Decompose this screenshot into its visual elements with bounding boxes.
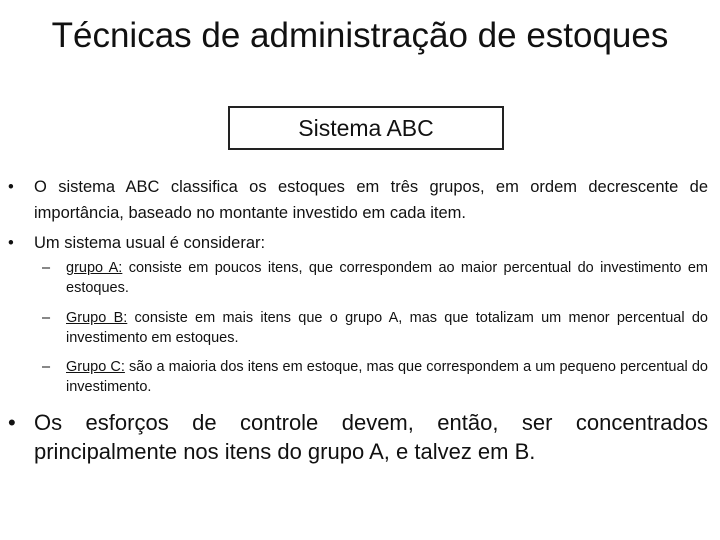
group-label: Grupo C:	[66, 359, 125, 375]
bullet-marker: •	[8, 410, 16, 435]
sub-item-text: consiste em poucos itens, que correspondem ao maior percentual do investimento em estoques.	[66, 260, 708, 296]
bullet-text: Os esforços de controle devem, então, ser concentrados principalmente nos itens do grupo A, e talvez em B.	[34, 410, 708, 464]
dash-marker: –	[42, 260, 51, 276]
sub-item-text: consiste em mais itens que o grupo A, mas que totalizam um menor percentual do investimento em estoques.	[66, 310, 708, 346]
bullet-text: O sistema ABC classifica os estoques em três grupos, em ordem decrescente de importância, baseado no montante investido em cada item.	[34, 178, 708, 222]
final-bullet	[8, 408, 708, 466]
group-label: Grupo B:	[66, 310, 128, 326]
sub-item-grupo-c	[42, 357, 708, 397]
bullet-text: Um sistema usual é considerar:	[34, 234, 266, 252]
sub-item-grupo-a	[42, 258, 708, 298]
bullet-marker: •	[8, 234, 14, 252]
sub-item-grupo-b	[42, 308, 708, 348]
dash-marker: –	[42, 359, 51, 375]
bullet-item	[8, 230, 708, 256]
bullet-item	[8, 174, 708, 226]
slide-title: Técnicas de administração de estoques	[51, 16, 669, 55]
bullet-marker: •	[8, 178, 14, 196]
group-label: grupo A:	[66, 260, 123, 276]
sub-item-text: são a maioria dos itens em estoque, mas que correspondem a um pequeno percentual do investimento.	[66, 359, 708, 395]
sistema-abc-box: Sistema ABC	[228, 106, 504, 150]
dash-marker: –	[42, 310, 51, 326]
